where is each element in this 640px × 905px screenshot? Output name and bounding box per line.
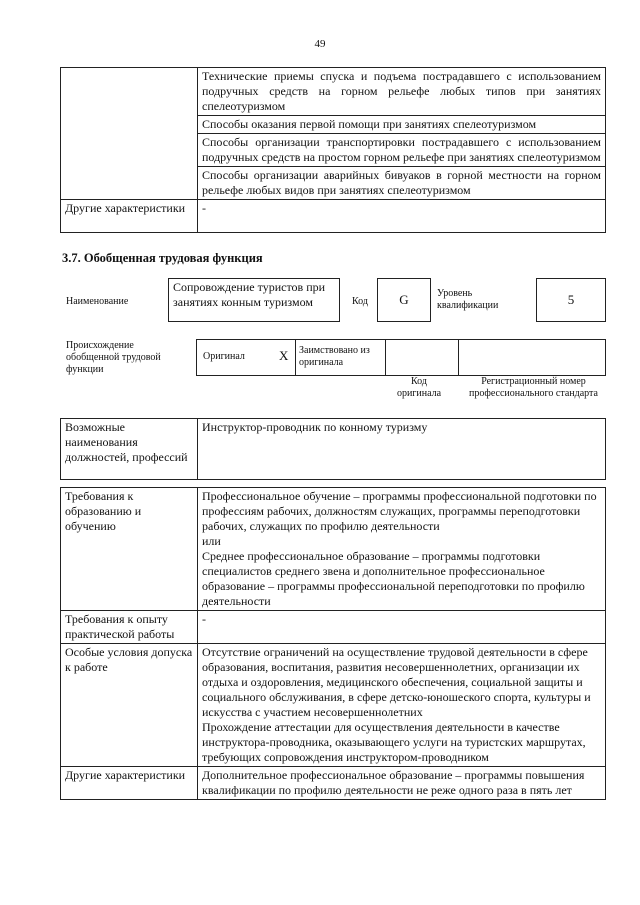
knowledge-item: Способы организации транспортировки пострадавшего с использованием подручных средств на простом горном рельефе при занятиях спелеотуризмом (198, 134, 606, 167)
table-row (61, 68, 606, 116)
experience-value: - (198, 611, 606, 644)
table-row (61, 767, 606, 800)
positions-value: Инструктор-проводник по конному туризму (198, 419, 606, 480)
positions-table (60, 418, 606, 480)
positions-label: Возможные наименования должностей, профессий (61, 419, 198, 480)
requirements-table (60, 487, 606, 800)
origin-box (196, 339, 606, 376)
name-label: Наименование (66, 296, 129, 307)
code-label: Код (352, 296, 368, 307)
other-characteristics-value: Дополнительное профессиональное образование – программы повышения квалификации по профилю деятельности не реже одного раза в пять лет (198, 767, 606, 800)
empty-label-cell (61, 68, 198, 200)
education-line: Профессиональное обучение – программы профессиональной подготовки по профессиям рабочих, должностям служащих, программы переподготовки рабочих, служащих по профилю деятельности (202, 489, 597, 533)
education-line: Среднее профессиональное образование – программы подготовки специалистов среднего звена и дополнительное профессиональное образование – программы профессиональной переподготовки по профилю деятельности (202, 549, 585, 608)
knowledge-table (60, 67, 606, 233)
other-characteristics-value: - (198, 200, 606, 233)
level-value: 5 (536, 278, 606, 322)
level-label: Уровень квалификации (437, 288, 499, 311)
page-number: 49 (314, 38, 326, 50)
education-line: или (202, 534, 221, 548)
special-conditions-label: Особые условия допуска к работе (61, 644, 198, 767)
code-caption: Код оригинала (396, 376, 442, 399)
origin-label: Происхождение обобщенной трудовой функции (66, 340, 161, 375)
original-mark: X (279, 348, 289, 363)
knowledge-item: Способы организации аварийных бивуаков в горной местности на горном рельефе любых видов при занятиях спелеотуризмом (198, 167, 606, 200)
table-row (61, 200, 606, 233)
other-characteristics-label: Другие характеристики (61, 200, 198, 233)
special-condition-line: Прохождение аттестации для осуществления деятельности в качестве инструктора-проводника, оказывающего услуги на туристских маршрутах, требующих сопровождения инструктором-проводником (202, 720, 586, 764)
table-row (61, 419, 606, 480)
name-value: Сопровождение туристов при занятиях конным туризмом (168, 278, 340, 322)
code-value: G (377, 278, 431, 322)
reg-number-caption: Регистрационный номер профессионального стандарта (469, 376, 598, 399)
special-condition-line: Отсутствие ограничений на осуществление трудовой деятельности в сфере образования, воспитания, развития несовершеннолетних, организации их отдыха и оздоровления, медицинского обеспечения, социальной защиты и социального обслуживания, в сфере детско-юношеского спорта, культуры и искусства с участием несовершеннолетних (202, 645, 591, 719)
original-label: Оригинал (203, 351, 245, 362)
table-row (61, 611, 606, 644)
table-row (61, 488, 606, 611)
education-label: Требования к образованию и обучению (61, 488, 198, 611)
knowledge-item: Технические приемы спуска и подъема пострадавшего с использованием подручных средств на горном рельефе любых типов при занятиях спелеотуризмом (198, 68, 606, 116)
knowledge-item: Способы оказания первой помощи при занятиях спелеотуризмом (198, 116, 606, 134)
section-title: 3.7. Обобщенная трудовая функция (62, 251, 263, 265)
table-row (61, 644, 606, 767)
special-conditions-value (198, 644, 606, 767)
experience-label: Требования к опыту практической работы (61, 611, 198, 644)
education-value (198, 488, 606, 611)
other-characteristics-label: Другие характеристики (61, 767, 198, 800)
borrowed-label: Заимствовано из оригинала (299, 345, 370, 368)
